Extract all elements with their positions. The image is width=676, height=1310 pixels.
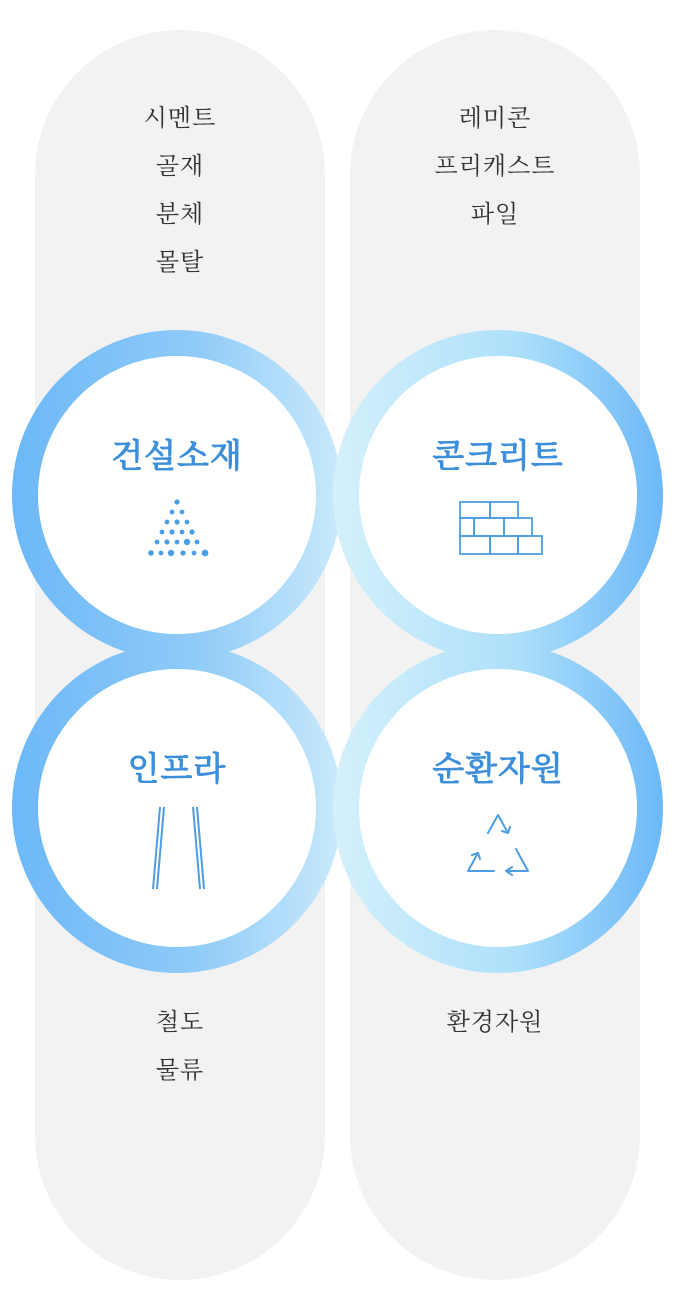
infra-circle bbox=[12, 643, 342, 973]
concrete-circle bbox=[333, 330, 663, 660]
recycle-icon bbox=[448, 803, 548, 893]
list-item: 철도 bbox=[155, 1008, 205, 1036]
rail-track-icon bbox=[127, 803, 227, 893]
list-item: 분체 bbox=[155, 200, 205, 228]
list-item: 골재 bbox=[155, 152, 205, 180]
concrete-title: 콘크리트 bbox=[432, 436, 564, 475]
list-item: 시멘트 bbox=[143, 104, 217, 132]
construction-material-circle bbox=[12, 330, 342, 660]
list-item: 레미콘 bbox=[458, 104, 532, 132]
recycle-title: 순환자원 bbox=[432, 749, 564, 788]
infra-list bbox=[35, 998, 325, 1094]
list-item: 몰탈 bbox=[155, 248, 205, 276]
list-item: 프리캐스트 bbox=[434, 152, 556, 180]
construction-material-title: 건설소재 bbox=[111, 436, 243, 475]
recycle-list bbox=[350, 998, 640, 1046]
brick-wall-icon bbox=[448, 490, 548, 580]
list-item: 환경자원 bbox=[446, 1008, 544, 1036]
particle-pile-icon bbox=[127, 490, 227, 580]
list-item: 물류 bbox=[155, 1056, 205, 1084]
recycle-circle bbox=[333, 643, 663, 973]
infra-title: 인프라 bbox=[127, 749, 227, 788]
construction-material-list bbox=[35, 94, 325, 286]
concrete-list bbox=[350, 94, 640, 238]
list-item: 파일 bbox=[470, 200, 520, 228]
